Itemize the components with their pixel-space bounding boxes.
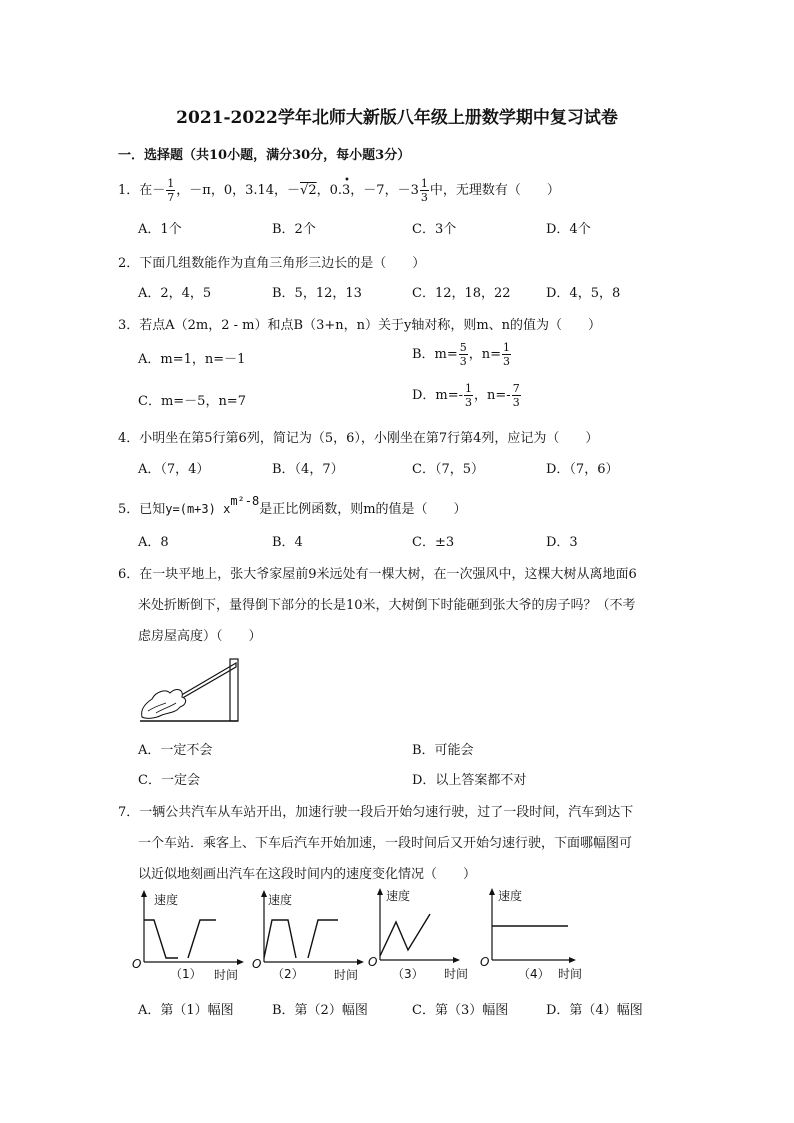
y-axis-label: 速度	[268, 893, 293, 907]
y-axis-label: 速度	[154, 893, 179, 907]
q3-option-d[interactable]: D．m=- $\frac{1}{3}$ ，n=- $\frac{7}{3}$	[412, 382, 520, 409]
graph-caption: （2）	[272, 967, 304, 981]
fallen-tree-figure	[136, 655, 246, 725]
question-7-line-2: 一个车站．乘客上、下车后汽车开始加速，一段时间后又开始匀速行驶，下面哪幅图可	[138, 836, 633, 851]
question-3: 3．若点A（2m，2 - m）和点B（3+n，n）关于y轴对称，则m、n的值为（ ）	[118, 318, 602, 333]
q1-text-tail: 中，无理数有（ ）	[429, 183, 560, 198]
q2-option-c[interactable]: C．12，18，22	[412, 286, 511, 301]
q1-option-c[interactable]: C．3个	[412, 222, 457, 237]
speed-curve-2	[188, 920, 216, 958]
origin-label: O	[480, 955, 490, 969]
page-title: 2021-2022学年北师大新版八年级上册数学期中复习试卷	[176, 108, 618, 128]
q7-option-c[interactable]: C．第（3）幅图	[412, 1003, 509, 1018]
fraction-7-3: $\frac{7}{3}$	[512, 382, 520, 409]
question-7-line-1: 7．一辆公共汽车从车站开出，加速行驶一段后开始匀速行驶，过了一段时间，汽车到达下	[118, 805, 634, 820]
q1-text-mid3: ，－7，－3	[350, 183, 419, 198]
speed-graph-2	[252, 886, 376, 984]
fraction-1-3: $\frac{1}{3}$	[420, 177, 428, 204]
q1-text-mid1: ，－π，0，3.14，－	[176, 183, 301, 198]
repeating-decimal-3: 3 •	[342, 175, 351, 198]
q5-exponent: m²-8	[230, 494, 260, 508]
y-axis-label: 速度	[386, 889, 411, 903]
speed-curve	[264, 920, 296, 958]
x-axis-label: 时间	[444, 967, 469, 981]
q4-option-b[interactable]: B．（4，7）	[272, 462, 344, 477]
q4-option-d[interactable]: D．（7，6）	[546, 462, 619, 477]
q5-expression: y=(m+3) x	[165, 502, 231, 516]
q2-option-a[interactable]: A．2，4，5	[138, 286, 212, 301]
graph-caption: （1）	[170, 967, 202, 981]
speed-graph-4	[480, 884, 592, 984]
speed-curve	[380, 914, 430, 956]
q3-option-b[interactable]: B．m= $\frac{5}{3}$ ，n= $\frac{1}{3}$	[412, 341, 511, 368]
sqrt-2: √2	[300, 183, 317, 198]
speed-curve	[144, 920, 178, 958]
origin-label: O	[132, 957, 142, 971]
q1-text-start: 1．在－	[118, 183, 166, 198]
question-6-line-3: 虑房屋高度）（ ）	[138, 629, 262, 644]
q5-option-c[interactable]: C．±3	[412, 535, 455, 550]
x-axis-label: 时间	[558, 967, 583, 981]
y-axis-label: 速度	[498, 889, 523, 903]
speed-graph-3	[368, 884, 490, 984]
q1-option-a[interactable]: A．1个	[138, 222, 182, 237]
section-heading: 一．选择题（共10小题，满分30分，每小题3分）	[118, 148, 411, 163]
q2-option-d[interactable]: D．4，5，8	[546, 286, 621, 301]
q4-option-a[interactable]: A．（7，4）	[138, 462, 210, 477]
fraction-1-3: $\frac{1}{3}$	[503, 341, 511, 368]
question-5: 5．已知y=(m+3) xm²-8是正比例函数，则m的值是（ ）	[118, 494, 467, 517]
q2-option-b[interactable]: B．5，12，13	[272, 286, 362, 301]
q3-option-c[interactable]: C．m=－5，n=7	[138, 394, 246, 409]
question-6-line-1: 6．在一块平地上，张大爷家屋前9米远处有一棵大树，在一次强风中，这棵大树从离地面6	[118, 567, 637, 582]
fraction-1-7: $\frac{1}{7}$	[167, 177, 175, 204]
fraction-5-3: $\frac{5}{3}$	[459, 341, 467, 368]
q4-option-c[interactable]: C．（7，5）	[412, 462, 484, 477]
q7-option-b[interactable]: B．第（2）幅图	[272, 1003, 368, 1018]
q7-option-d[interactable]: D．第（4）幅图	[546, 1003, 643, 1018]
fraction-1-3: $\frac{1}{3}$	[465, 382, 473, 409]
q5-option-b[interactable]: B．4	[272, 535, 303, 550]
graph-caption: （4）	[518, 967, 550, 981]
q6-option-c[interactable]: C．一定会	[138, 773, 200, 788]
q5-option-d[interactable]: D．3	[546, 535, 578, 550]
q5-option-a[interactable]: A．8	[138, 535, 169, 550]
question-1	[118, 175, 560, 204]
question-7-line-3: 以近似地刻画出汽车在这段时间内的速度变化情况（ ）	[138, 867, 477, 882]
x-axis-label: 时间	[334, 968, 359, 982]
origin-label: O	[252, 957, 262, 971]
q6-option-b[interactable]: B．可能会	[412, 743, 474, 758]
q1-text-mid2: ，0.	[316, 183, 343, 198]
speed-graph-1	[132, 886, 254, 984]
graph-caption: （3）	[392, 967, 424, 981]
q3-option-a[interactable]: A．m=1，n=－1	[138, 352, 246, 367]
q1-option-d[interactable]: D．4个	[546, 222, 591, 237]
question-4: 4．小明坐在第5行第6列，简记为（5，6），小刚坐在第7行第4列，应记为（ ）	[118, 431, 599, 446]
q6-option-a[interactable]: A．一定不会	[138, 743, 213, 758]
origin-label: O	[368, 955, 378, 969]
q1-option-b[interactable]: B．2个	[272, 222, 316, 237]
q7-option-a[interactable]: A．第（1）幅图	[138, 1003, 234, 1018]
x-axis-label: 时间	[214, 968, 239, 982]
question-6-line-2: 米处折断倒下，量得倒下部分的长是10米，大树倒下时能砸到张大爷的房子吗？（不考	[138, 598, 636, 613]
speed-curve-2	[308, 920, 338, 958]
q6-option-d[interactable]: D．以上答案都不对	[412, 773, 527, 788]
question-2: 2．下面几组数能作为直角三角形三边长的是（ ）	[118, 256, 426, 271]
